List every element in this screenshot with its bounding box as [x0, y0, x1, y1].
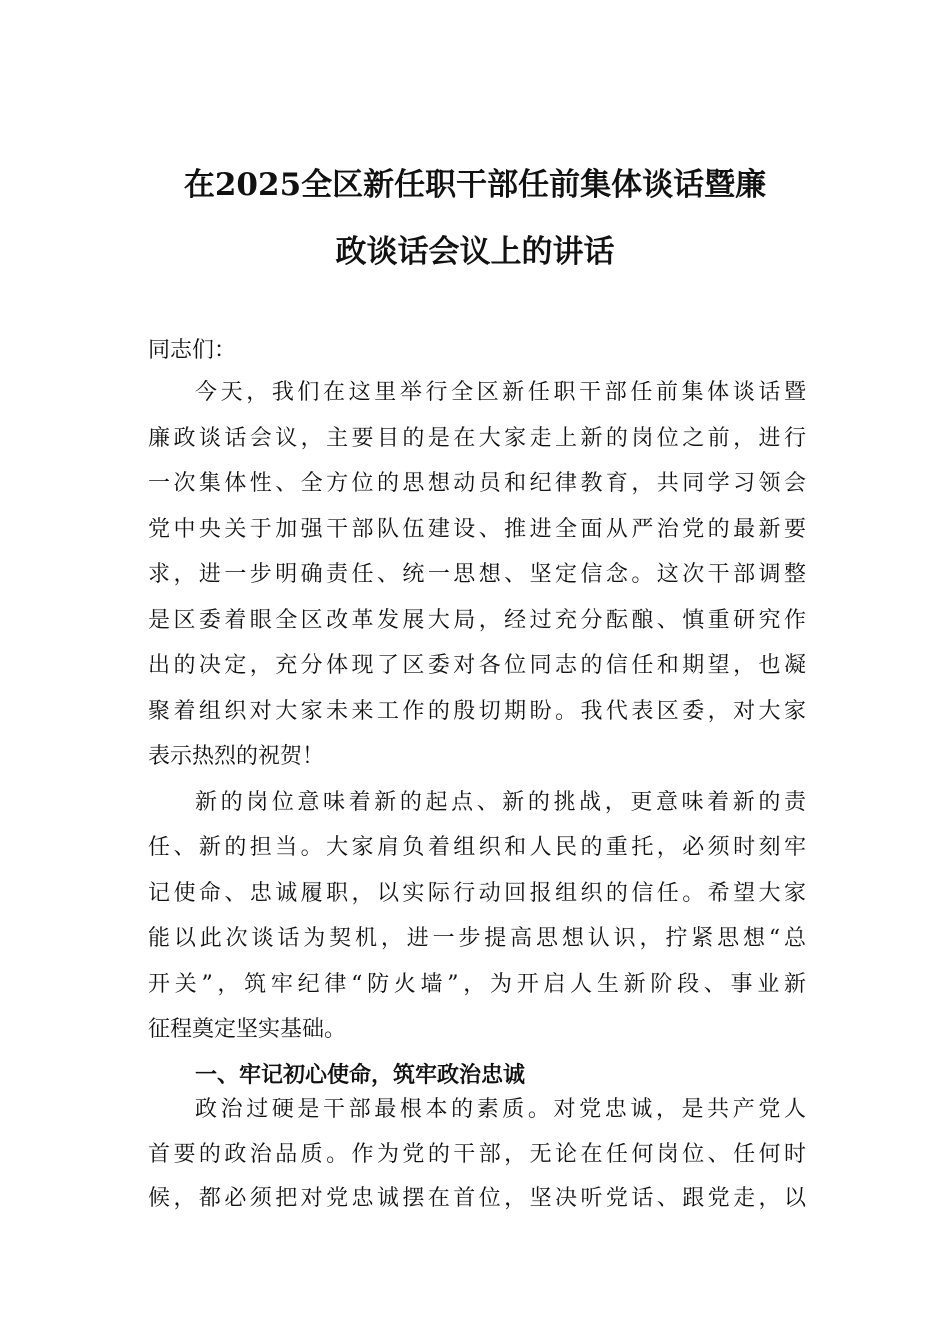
salutation: 同志们：	[148, 338, 237, 363]
paragraph-line: 候，都必须把对党忠诚摆在首位，坚决听党话、跟党走，以	[148, 1186, 806, 1211]
document-title-line-2: 政谈话会议上的讲话	[335, 234, 615, 270]
paragraph-line: 表示热烈的祝贺！	[148, 744, 325, 769]
document-title-line-1: 在2025全区新任职干部任前集体谈话暨廉	[183, 167, 767, 203]
paragraph-line: 是区委着眼全区改革发展大局，经过充分酝酿、慎重研究作	[148, 608, 806, 633]
paragraph-line: 廉政谈话会议，主要目的是在大家走上新的岗位之前，进行	[148, 426, 806, 451]
paragraph-line: 能以此次谈话为契机，进一步提高思想认识，拧紧思想“总	[148, 926, 806, 951]
paragraph-line: 任、新的担当。大家肩负着组织和人民的重托，必须时刻牢	[148, 835, 806, 860]
section-heading: 一、牢记初心使命，筑牢政治忠诚	[195, 1063, 526, 1088]
paragraph-line: 首要的政治品质。作为党的干部，无论在任何岗位、任何时	[148, 1142, 806, 1167]
paragraph-line: 聚着组织对大家未来工作的殷切期盼。我代表区委，对大家	[148, 699, 806, 724]
paragraph-line: 开关”，筑牢纪律“防火墙”，为开启人生新阶段、事业新	[148, 972, 806, 997]
paragraph-line: 求，进一步明确责任、统一思想、坚定信念。这次干部调整	[148, 562, 806, 587]
paragraph-line: 政治过硬是干部最根本的素质。对党忠诚，是共产党人	[195, 1097, 806, 1122]
paragraph-line: 今天，我们在这里举行全区新任职干部任前集体谈话暨	[195, 380, 806, 405]
paragraph-line: 记使命、忠诚履职，以实际行动回报组织的信任。希望大家	[148, 881, 806, 906]
paragraph-line: 一次集体性、全方位的思想动员和纪律教育，共同学习领会	[148, 471, 806, 496]
paragraph-line: 征程奠定坚实基础。	[148, 1017, 347, 1042]
paragraph-line: 新的岗位意味着新的起点、新的挑战，更意味着新的责	[195, 790, 806, 815]
paragraph-line: 出的决定，充分体现了区委对各位同志的信任和期望，也凝	[148, 653, 806, 678]
paragraph-line: 党中央关于加强干部队伍建设、推进全面从严治党的最新要	[148, 517, 806, 542]
